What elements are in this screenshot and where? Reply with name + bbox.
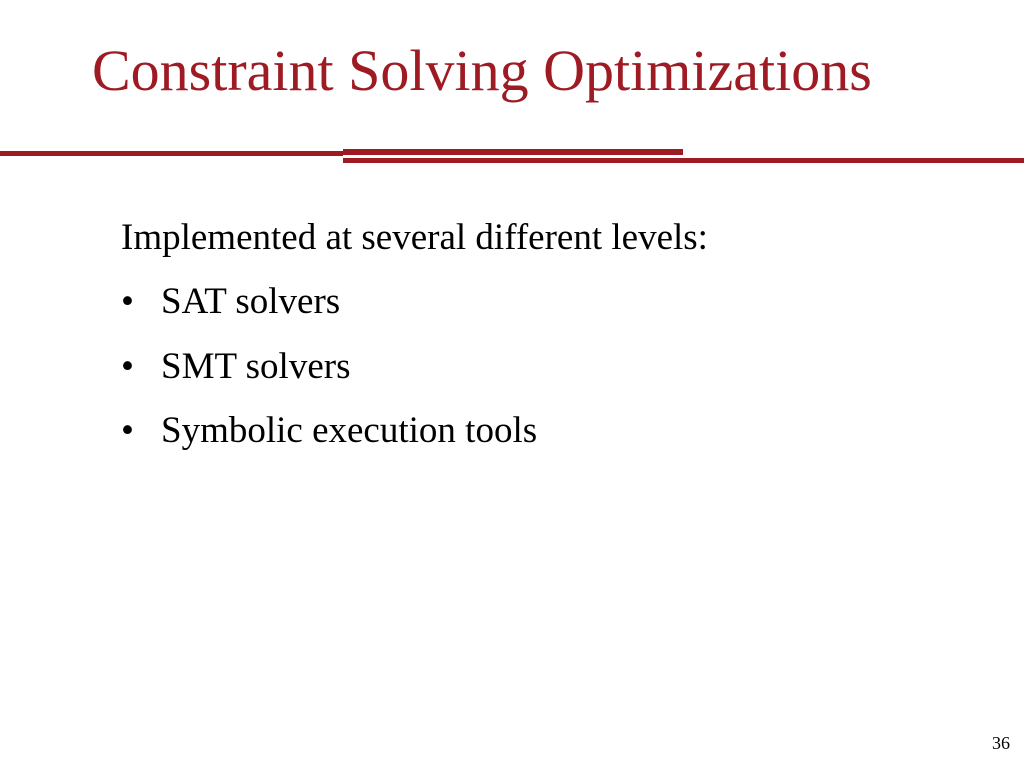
bullet-item-sat-solvers	[121, 280, 981, 324]
bullet-list	[121, 280, 981, 453]
title-underline-accent	[343, 149, 683, 155]
title-underline-left	[0, 151, 343, 156]
page-number: 36	[992, 733, 1010, 753]
bullet-marker: •	[121, 281, 134, 323]
slide-title: Constraint Solving Optimizations	[92, 38, 872, 103]
bullet-marker: •	[121, 345, 134, 387]
bullet-text: SMT solvers	[161, 345, 351, 387]
bullet-item-symbolic-execution-tools	[121, 409, 981, 453]
slide-body	[121, 216, 981, 474]
bullet-text: SAT solvers	[161, 281, 341, 323]
intro-text: Implemented at several different levels:	[121, 217, 708, 258]
title-underline-right	[343, 158, 1024, 163]
bullet-item-smt-solvers	[121, 345, 981, 389]
bullet-text: Symbolic execution tools	[161, 410, 538, 452]
bullet-marker: •	[121, 410, 134, 452]
